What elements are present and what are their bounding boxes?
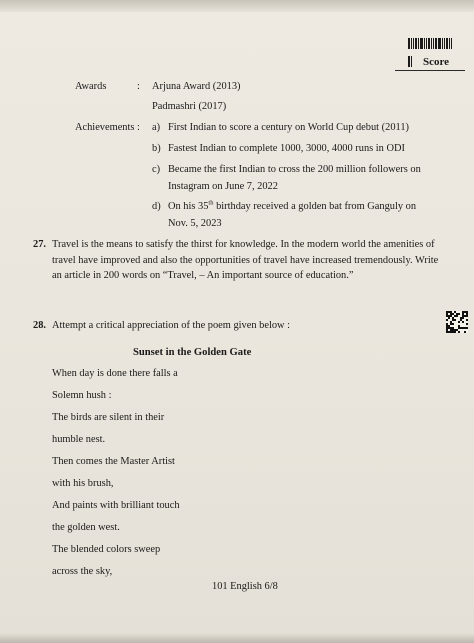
award-item: Padmashri (2017) [152,101,227,112]
achievement-marker: b) [152,143,161,154]
qr-module [462,321,464,323]
barcode-stripe [444,38,445,49]
awards-colon: : [137,81,140,92]
barcode-stripe [449,38,450,49]
qr-module [446,319,448,321]
barcode-stripe [431,38,432,49]
achievement-marker: d) [152,201,161,212]
poem-line: Then comes the Master Artist [52,456,175,467]
barcode-stripe [438,38,441,49]
qr-module [458,331,460,333]
poem-line: the golden west. [52,522,120,533]
barcode-stripe [433,38,434,49]
page-top-edge [0,0,474,12]
score-underline [395,70,465,71]
qr-module [466,327,468,329]
barcode-stripe [411,38,412,49]
qr-module [452,323,454,325]
question-27-text: Travel is the means to satisfy the thirst for knowledge. In the modern world the amenities of travel have improved and also the opportunities of travel have increased tremendously. Write an article in 200 words on “Travel, – An important source of education.” [52,239,439,281]
barcode-stripe [420,38,423,49]
score-label: Score [423,56,450,68]
qr-code-icon [446,311,468,333]
qr-module [456,315,458,317]
qr-module [466,323,468,325]
page-bottom-edge [0,633,474,643]
barcode-stripe [411,56,412,67]
poem-line: Solemn hush : [52,390,112,401]
poem-line: with his brush, [52,478,114,489]
poem-line: The blended colors sweep [52,544,161,555]
qr-module [458,313,460,315]
poem-title: Sunset in the Golden Gate [133,347,252,358]
achievement-text: Became the first Indian to cross the 200 million followers on [168,164,421,175]
barcode-stripe [424,38,425,49]
poem-line: across the sky, [52,566,113,577]
achievement-text: Fastest Indian to complete 1000, 3000, 4000 runs in ODI [168,143,405,154]
barcode-stripe [428,38,430,49]
barcode-stripe [408,38,410,49]
achievements-label: Achievements : [75,122,140,133]
qr-module [466,315,468,317]
award-item: Arjuna Award (2013) [152,81,241,92]
barcode-stripe [446,38,448,49]
barcode-stripe [426,38,427,49]
poem-line: humble nest. [52,434,106,445]
achievement-text: On his 35th birthday received a golden bat from Ganguly on [168,199,417,212]
achievement-marker: c) [152,164,161,175]
barcode-stripe [415,38,417,49]
question-number-28: 28. [33,320,46,331]
barcode-stripe [413,38,414,49]
qr-module [454,319,456,321]
qr-module [454,331,456,333]
barcode-stripe [451,38,452,49]
poem-line: The birds are silent in their [52,412,165,423]
question-28-text: Attempt a critical appreciation of the poem given below : [52,320,291,331]
question-number-27: 27. [33,239,46,250]
qr-module [458,321,460,323]
qr-module [466,319,468,321]
qr-module [464,331,466,333]
awards-label: Awards [75,81,107,92]
barcode-stripe [418,38,419,49]
page-footer: 101 English 6/8 [212,581,278,592]
poem-line: And paints with brilliant touch [52,500,180,511]
poem-line: When day is done there falls a [52,368,178,379]
barcode-stripe [408,56,410,67]
qr-module [448,317,450,319]
barcode-stripe [442,38,443,49]
achievement-text: Nov. 5, 2023 [168,218,222,229]
achievement-marker: a) [152,122,161,133]
barcode-icon [408,38,454,49]
barcode-stripe [435,38,437,49]
achievement-text: First Indian to score a century on World Cup debut (2011) [168,122,409,133]
achievement-text: Instagram on June 7, 2022 [168,181,278,192]
qr-module [462,317,464,319]
